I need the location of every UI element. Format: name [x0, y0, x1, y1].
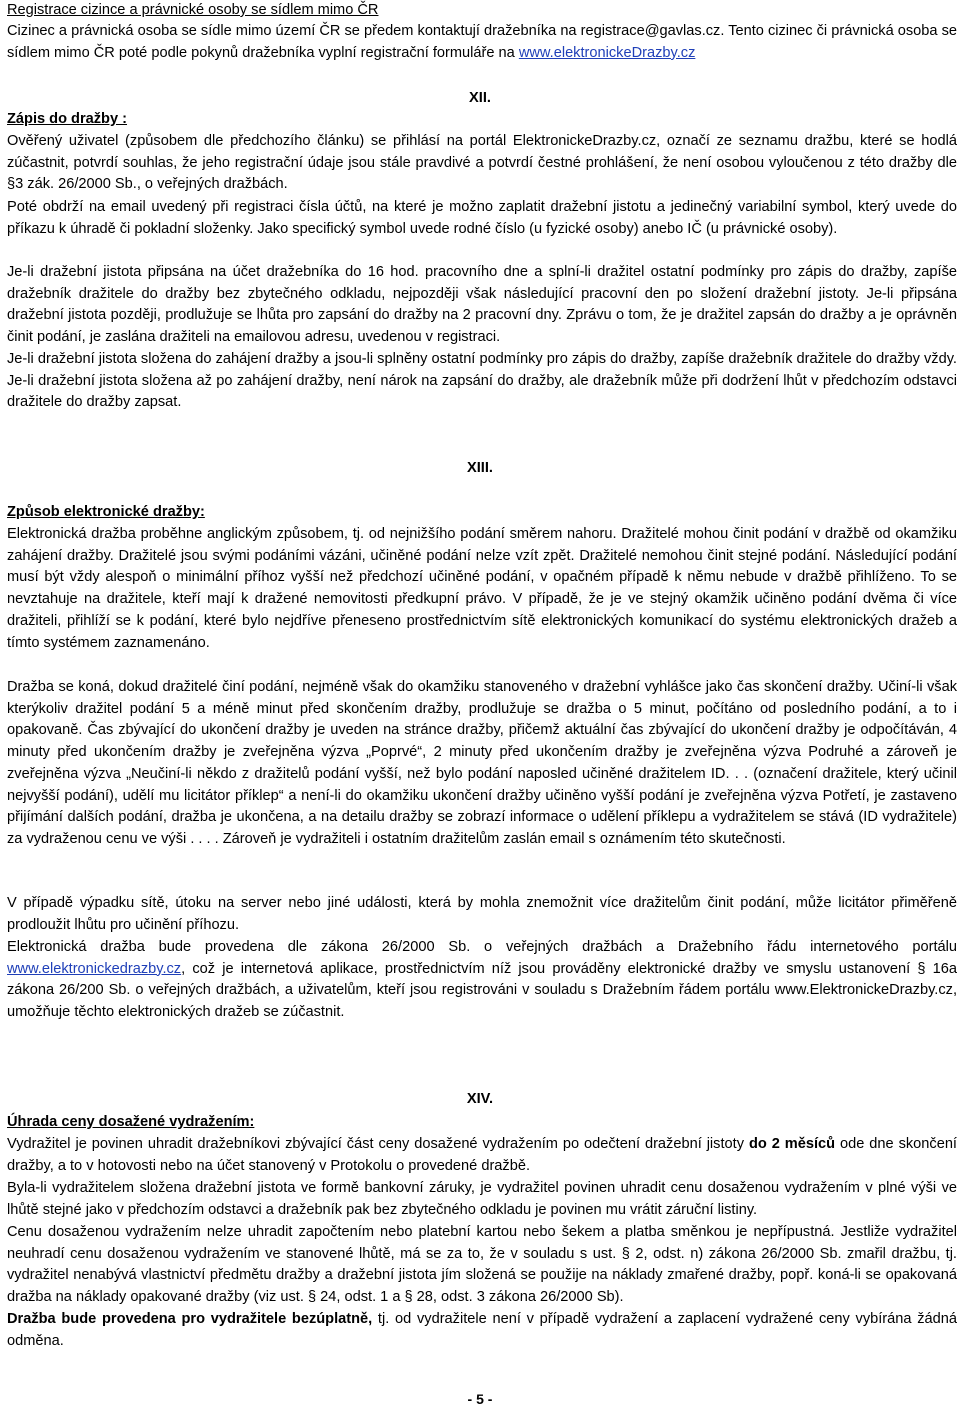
registration-link[interactable]: www.elektronickeDrazby.cz	[518, 44, 696, 61]
section-xii-paragraph-3: Je-li dražební jistota připsána na účet dražebníka do 16 hod. pracovního dne a splní-li dražitel ostatní podmínky pro zápis do dražby, zapíše dražebník dražitele do dražby bez zbytečného odkladu, nejpozději však následující pracovní den po složení dražební jistoty. Je-li připsána dražební jistota později, prodlužuje se lhůta pro zapsání do dražby na 2 pracovní dny. Zprávu o tom, že je dražitel zapsán do dražby a je oprávněn činit podání, je zaslána dražiteli na emailovou adresu, uvedenou v registraci.	[7, 264, 957, 346]
section-xiii-number: XIII.	[467, 460, 493, 476]
section-xiv-p4-bold: Dražba bude provedena pro vydražitele bezúplatně,	[7, 1311, 373, 1327]
section-xii-paragraph-1: Ověřený uživatel (způsobem dle předchozího článku) se přihlásí na portál ElektronickeDrazby.cz, označí ze seznamu dražbu, které se hodlá zúčastnit, potvrdí souhlas, že jeho registrační údaje jsou stále pravdivé a potvrdí čestné prohlášení, že není osobou vyloučenou z této dražby dle §3 zák. 26/2000 Sb., o veřejných dražbách.	[7, 133, 957, 193]
section-xiv-paragraph-3: Cenu dosaženou vydražením nelze uhradit započtením nebo platební kartou nebo šekem a platba směnkou je nepřípustná. Jestliže vydražitel neuhradí cenu dosaženou vydražením ve stanovené lhůtě, má se za to, že v souladu s ust. § 2, odst. n) zákona 26/2000 Sb. zmařil dražbu, tj. vydražitel nenabývá vlastnictví předmětu dražby a dražební jistota jím složená se použije na náklady zmařené dražby, popř. koná-li se opakovaná dražba na náklady opakované dražby (viz ust. § 24, odst. 1 a § 28, odst. 3 zákona 26/2000 Sb).	[7, 1224, 957, 1306]
section-xiv-p1-end: ode dne skončení dražby, a to v hotovosti nebo na účet stanovený v Protokolu o provedené dražbě.	[7, 1136, 957, 1174]
section-xiv-paragraph-2: Byla-li vydražitelem složena dražební jistota ve formě bankovní záruky, je vydražitel povinen uhradit cenu dosaženou vydražením v plné výši ve lhůtě stejné jako v předchozím odstavci a dražebník pak bez zbytečného odkladu je povinen mu vrátit záruční listiny.	[7, 1180, 957, 1218]
section-xii-heading: Zápis do dražby :	[7, 111, 128, 127]
page-number: - 5 -	[467, 1391, 493, 1407]
section-xiii-paragraph-1: Elektronická dražba proběhne anglickým způsobem, tj. od nejnižšího podání směrem nahoru. Dražitelé mohou činit podání v dražbě od okamžiku zahájení dražby. Dražitelé jsou svými podáními vázáni, učiněné podání nelze vzít zpět. Dražitelé nemohou činit stejné podání. Následující podání musí být vždy alespoň o minimální příhoz vyšší než předchozí učiněné podání, v opačném případě k němu nebude v dražbě přihlíženo. To se nevztahuje na dražitele, kteří mají k dražené nemovitosti předkupní právo. V případě, že je ve stejný okamžik učiněno podání dvěma či více dražiteli, přihlíží se k podání, které bylo nejdříve přeneseno prostřednictvím sítě elektronických komunikací do systému elektronických dražeb a tímto systémem zaznamenáno.	[7, 526, 957, 651]
section-xiv-paragraph-1	[7, 1134, 957, 1177]
section-xiv-p1-start: Vydražitel je povinen uhradit dražebníkovi zbývající část ceny dosažené vydražením po odečtení dražební jistoty	[7, 1136, 749, 1152]
section-xiii-heading: Způsob elektronické dražby:	[7, 504, 205, 520]
section-xiv-p1-deadline: do 2 měsíců	[748, 1136, 836, 1152]
section-xii-number: XII.	[469, 90, 491, 106]
section-xii-paragraph-4: Je-li dražební jistota složena do zahájení dražby a jsou-li splněny ostatní podmínky pro zápis do dražby, zapíše dražebník dražitele do dražby vždy. Je-li dražební jistota složena až po zahájení dražby, není nárok na zapsání do dražby, ale dražebník může při dodržení lhůt v předchozím odstavci dražitele do dražby zapsat.	[7, 351, 957, 411]
section-xiv-heading: Úhrada ceny dosažené vydražením:	[7, 1114, 255, 1130]
section-xiii-paragraph-3: V případě výpadku sítě, útoku na server nebo jiné události, která by mohla znemožnit více dražitelům činit podání, může licitátor přiměřeně prodloužit lhůtu pro učinění příhozu.	[7, 895, 957, 933]
section-xiv-p4-end: tj. od vydražitele není v případě vydražení a zaplacení vydražené ceny vybírána žádná odměna.	[7, 1311, 957, 1349]
registration-text: Cizinec a právnická osoba se sídle mimo území ČR se předem kontaktují dražebníka na registrace@gavlas.cz. Tento cizinec či právnická osoba se sídlem mimo ČR poté podle pokynů dražebníka vyplní registrační formuláře na	[7, 23, 957, 61]
section-xiii-p4-start: Elektronická dražba bude provedena dle zákona 26/2000 Sb. o veřejných dražbách a Dražebního řádu internetového portálu	[7, 939, 957, 955]
section-xiii-p4-end: , což je internetová aplikace, prostřednictvím níž jsou prováděny elektronické dražby ve smyslu ustanovení § 16a zákona 26/200 Sb. o veřejných dražbách, a uživatelům, kteří jsou registrováni v souladu s Dražebním řádem portálu www.ElektronickeDrazby.cz, umožňuje těchto elektronických dražeb se zúčastnit.	[7, 960, 957, 1021]
section-xiv-paragraph-4	[7, 1309, 957, 1352]
registration-heading: Registrace cizince a právnické osoby se sídlem mimo ČR	[7, 2, 379, 18]
registration-paragraph	[7, 21, 957, 64]
elektronickedrazby-link[interactable]: www.elektronickedrazby.cz	[7, 960, 182, 977]
section-xiii-paragraph-2: Dražba se koná, dokud dražitelé činí podání, nejméně však do okamžiku stanoveného v dražební vyhlášce jako čas skončení dražby. Učiní-li však kterýkoliv dražitel podání 5 a méně minut před skončením dražby, prodlužuje se dražba o 5 minut, počítáno od posledního podání, a to i opakovaně. Čas zbývající do ukončení dražby je uveden na stránce dražby, přičemž aktuální čas zbývající do ukončení dražby je odpočítáván, 4 minuty před ukončením dražby je zveřejněna výzva „Poprvé“, 2 minuty před ukončením dražby je zveřejněna výzva Podruhé a zároveň je zveřejněna výzva „Neučiní-li někdo z dražitelů podání vyšší, než bylo podání naposled učiněné dražitelem ID. . . (označení dražitele, který učinil nejvyšší podání), udělí mu licitátor příklep“ a není-li do okamžiku ukončení dražby učiněno vyšší podání je zveřejněna výzva Potřetí, je zastaveno přijímání dalších podání, dražba je ukončena, a na detailu dražby se zobrazí informace o udělení příklepu a vydražitelem se stává (ID vydražitele) za vydraženou cenu ve výši . . . . Zároveň je vydražiteli i ostatním dražitelům zaslán email s oznámením této skutečnosti.	[7, 679, 957, 847]
section-xiii-paragraph-4	[7, 937, 957, 1024]
section-xii-paragraph-2: Poté obdrží na email uvedený při registraci čísla účtů, na které je možno zaplatit dražební jistotu a jedinečný variabilní symbol, který uvede do příkazu k úhradě či pokladní složenky. Jako specifický symbol uvede rodné číslo (u fyzické osoby) anebo IČ (u právnické osoby).	[7, 199, 957, 237]
section-xiv-number: XIV.	[466, 1091, 494, 1107]
